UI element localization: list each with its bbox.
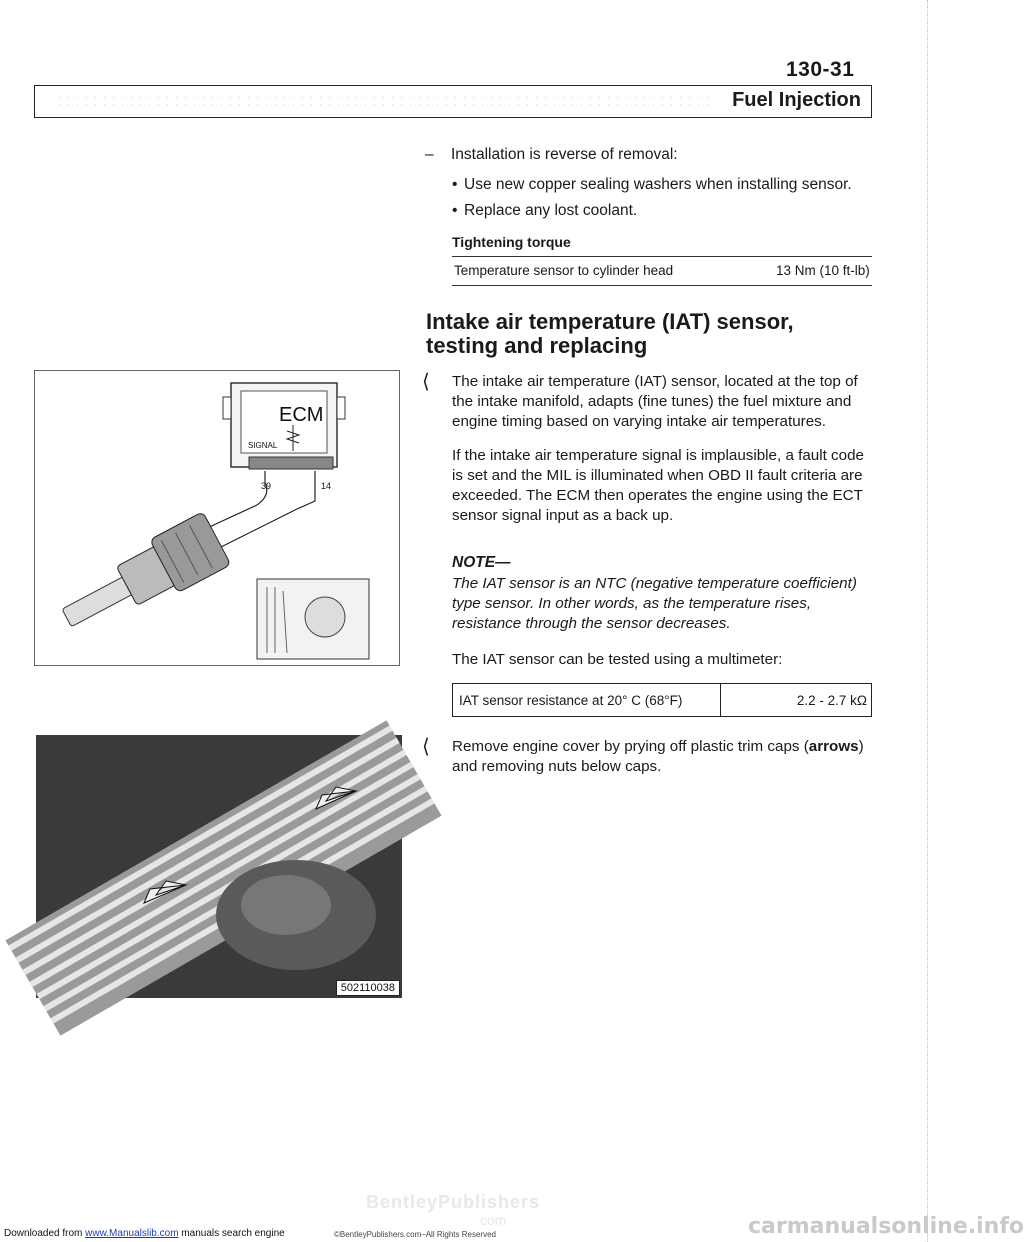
torque-heading: Tightening torque [452, 234, 571, 250]
paragraph-remove-cover [422, 736, 872, 777]
bullet-text: Replace any lost coolant. [464, 202, 638, 219]
ecm-tab [337, 397, 345, 419]
bullet-icon: • [452, 176, 458, 193]
bullet-icon: • [452, 202, 458, 219]
installation-intro: Installation is reverse of removal: [451, 146, 678, 163]
paragraph-multimeter [452, 650, 872, 670]
signal-label: SIGNAL [248, 441, 278, 450]
engine-cover-photo [36, 735, 402, 998]
spec-value: 2.2 - 2.7 kΩ [796, 693, 867, 708]
ecm-tab [223, 397, 231, 419]
paragraph-text: ) and removing nuts below caps. [452, 738, 864, 775]
wire [205, 471, 267, 529]
table-divider [720, 684, 721, 716]
section-title: Fuel Injection [732, 89, 861, 111]
paragraph-text: If the intake air temperature signal is implausible, a fault code is set and the MIL is illuminated when OBD II fault criteria are exceeded. The ECM then operates the engine using the ECT sensor signal input as a back up. [452, 447, 864, 524]
section-heading [426, 310, 794, 358]
paragraph-text: The IAT sensor can be tested using a multimeter: [452, 651, 783, 668]
torque-value: 13 Nm (10 ft-lb) [776, 263, 870, 278]
section-header-bar [34, 85, 872, 118]
iat-sensor-diagram [34, 370, 400, 666]
bullet-item [452, 175, 852, 195]
dash-marker: – [425, 146, 434, 163]
margin-line [927, 0, 929, 1242]
ecm-connector [249, 457, 333, 469]
paragraph-text: The intake air temperature (IAT) sensor, located at the top of the intake manifold, adapts (fine tunes) the fuel mixture and engine timing based on varying intake air temperatures. [452, 373, 858, 430]
figure-pointer-icon: ⟨ [422, 736, 430, 758]
inset-sensor [305, 597, 345, 637]
copyright: ©BentleyPublishers.com–All Rights Reserved [334, 1230, 496, 1239]
download-notice [4, 1228, 285, 1239]
header-texture [55, 94, 711, 108]
torque-label: Temperature sensor to cylinder head [454, 263, 674, 278]
sensor-tip [62, 576, 133, 627]
table-rule [452, 256, 872, 257]
diagram-svg [35, 371, 399, 665]
iat-sensor [53, 512, 231, 645]
pin-label: 39 [261, 481, 272, 491]
note-text: The IAT sensor is an NTC (negative temperature coefficient) type sensor. In other words, as the temperature rises, resistance through the sensor decreases. [452, 575, 857, 632]
paragraph-text: Remove engine cover by prying off plastic trim caps ( [452, 738, 809, 755]
watermark: BentleyPublishers [366, 1192, 541, 1212]
figure-code: 502110038 [336, 980, 400, 996]
download-text: Downloaded from [4, 1228, 86, 1239]
note-title: NOTE— [452, 554, 511, 571]
figure-pointer-icon: ⟨ [422, 371, 430, 393]
photo-svg [36, 735, 402, 998]
manualslib-link[interactable]: www.Manualslib.com [85, 1228, 179, 1239]
resistance-spec-table [452, 683, 872, 717]
ecm-label: ECM [279, 404, 324, 426]
watermark: .com [476, 1212, 507, 1228]
spec-label: IAT sensor resistance at 20° C (68°F) [459, 693, 683, 708]
paragraph-fault-code [452, 446, 872, 526]
bullet-item [452, 201, 637, 221]
table-rule [452, 285, 872, 286]
site-brand: carmanualsonline.info [748, 1214, 1024, 1239]
page-number: 130-31 [786, 58, 855, 81]
paragraph-bold-text: arrows [808, 738, 859, 755]
bullet-text: Use new copper sealing washers when installing sensor. [464, 176, 852, 193]
pin-label: 14 [321, 481, 332, 491]
heading-line: testing and replacing [426, 333, 648, 358]
download-text: manuals search engine [178, 1228, 285, 1239]
paragraph-iat-description [422, 371, 872, 432]
heading-line: Intake air temperature (IAT) sensor, [426, 309, 794, 334]
